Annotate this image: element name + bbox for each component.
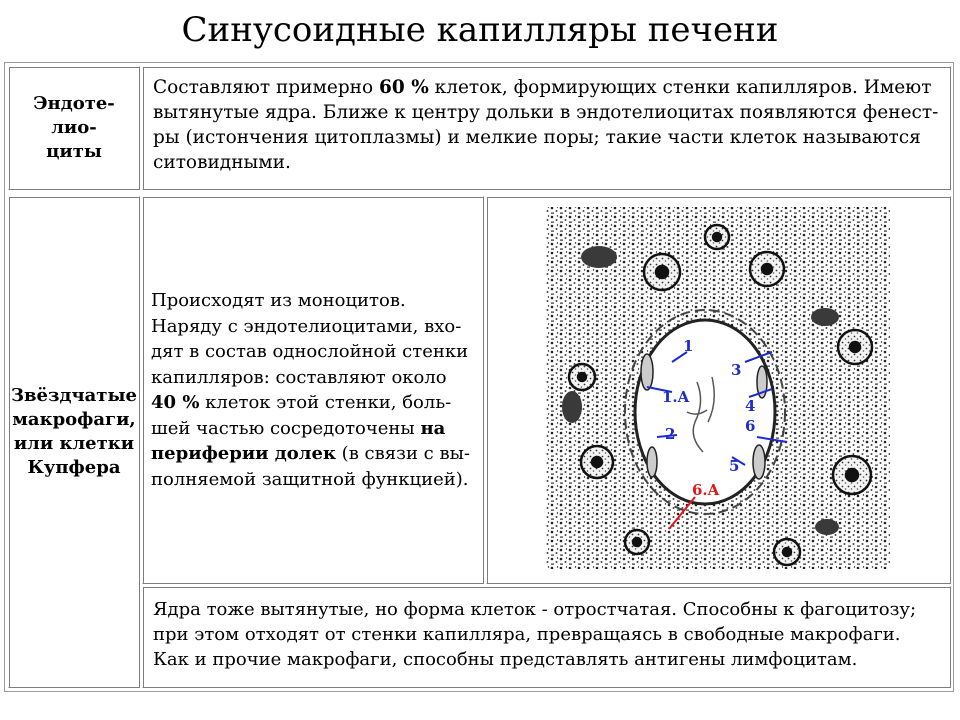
label-line: лио- [51,117,97,138]
kupffer-label [11,384,137,480]
endothelium-label-cell [8,66,140,190]
text-part: Происходят из моноцитов. Наряду с эндотелиоцитами, вхо-дят в состав однослойной стенки капилляров: составляют около [151,290,469,388]
kupffer-label-cell [8,196,140,688]
figure-label: 5 [729,457,740,475]
label-line: Звёздчатые [11,385,137,406]
text-bold: 60 % [379,77,429,98]
text-bold: 40 % [151,392,200,413]
text-bold: на периферии долек [151,417,446,464]
page-title: Синусоидные капилляры печени [181,10,779,50]
text-part: (в связи с вы-полняемой защитной функцией). [151,443,471,490]
figure-label: 1 [683,337,694,355]
bottom-text: Ядра тоже вытянутые, но форма клеток - отростчатая. Способны к фагоцитозу; при этом отходят от стенки капилляра, превращаясь в свободные макрофаги. Как и прочие макрофаги, способны представлять антигены лимфоцитам. [153,599,917,670]
label-line: макрофаги, [12,409,136,430]
figure-label: 4 [745,397,756,415]
label-line: Эндоте- [33,93,115,114]
text-part: Составляют примерно [153,77,380,98]
figure-label: 3 [731,361,742,379]
endothelium-label [33,92,115,164]
figure-cell [486,196,951,584]
text-part: клеток, формирующих стенки капилляров. Имеют вытянутые ядра. Ближе к центру дольки в эндотелиоцитах появляются фенест-ры (истончения цитоплазмы) и мелкие поры; такие части клеток называются ситовидными. [153,77,939,173]
figure-label: 1.A [662,388,690,406]
label-line: Купфера [27,457,121,478]
endothelium-text-cell [142,66,951,190]
figure-label: 2 [665,425,676,443]
kupffer-text [143,288,483,492]
label-line: циты [46,141,102,162]
figure-label: 6 [745,417,756,435]
kupffer-text-cell [142,196,484,584]
kupffer-bottom-text-cell [142,586,951,688]
figure-label: 6.A [692,481,720,499]
label-line: или клетки [13,433,135,454]
sinusoid-micrograph [487,197,952,585]
text-part: клеток этой стенки, боль-шей частью сосредоточены [151,392,452,439]
